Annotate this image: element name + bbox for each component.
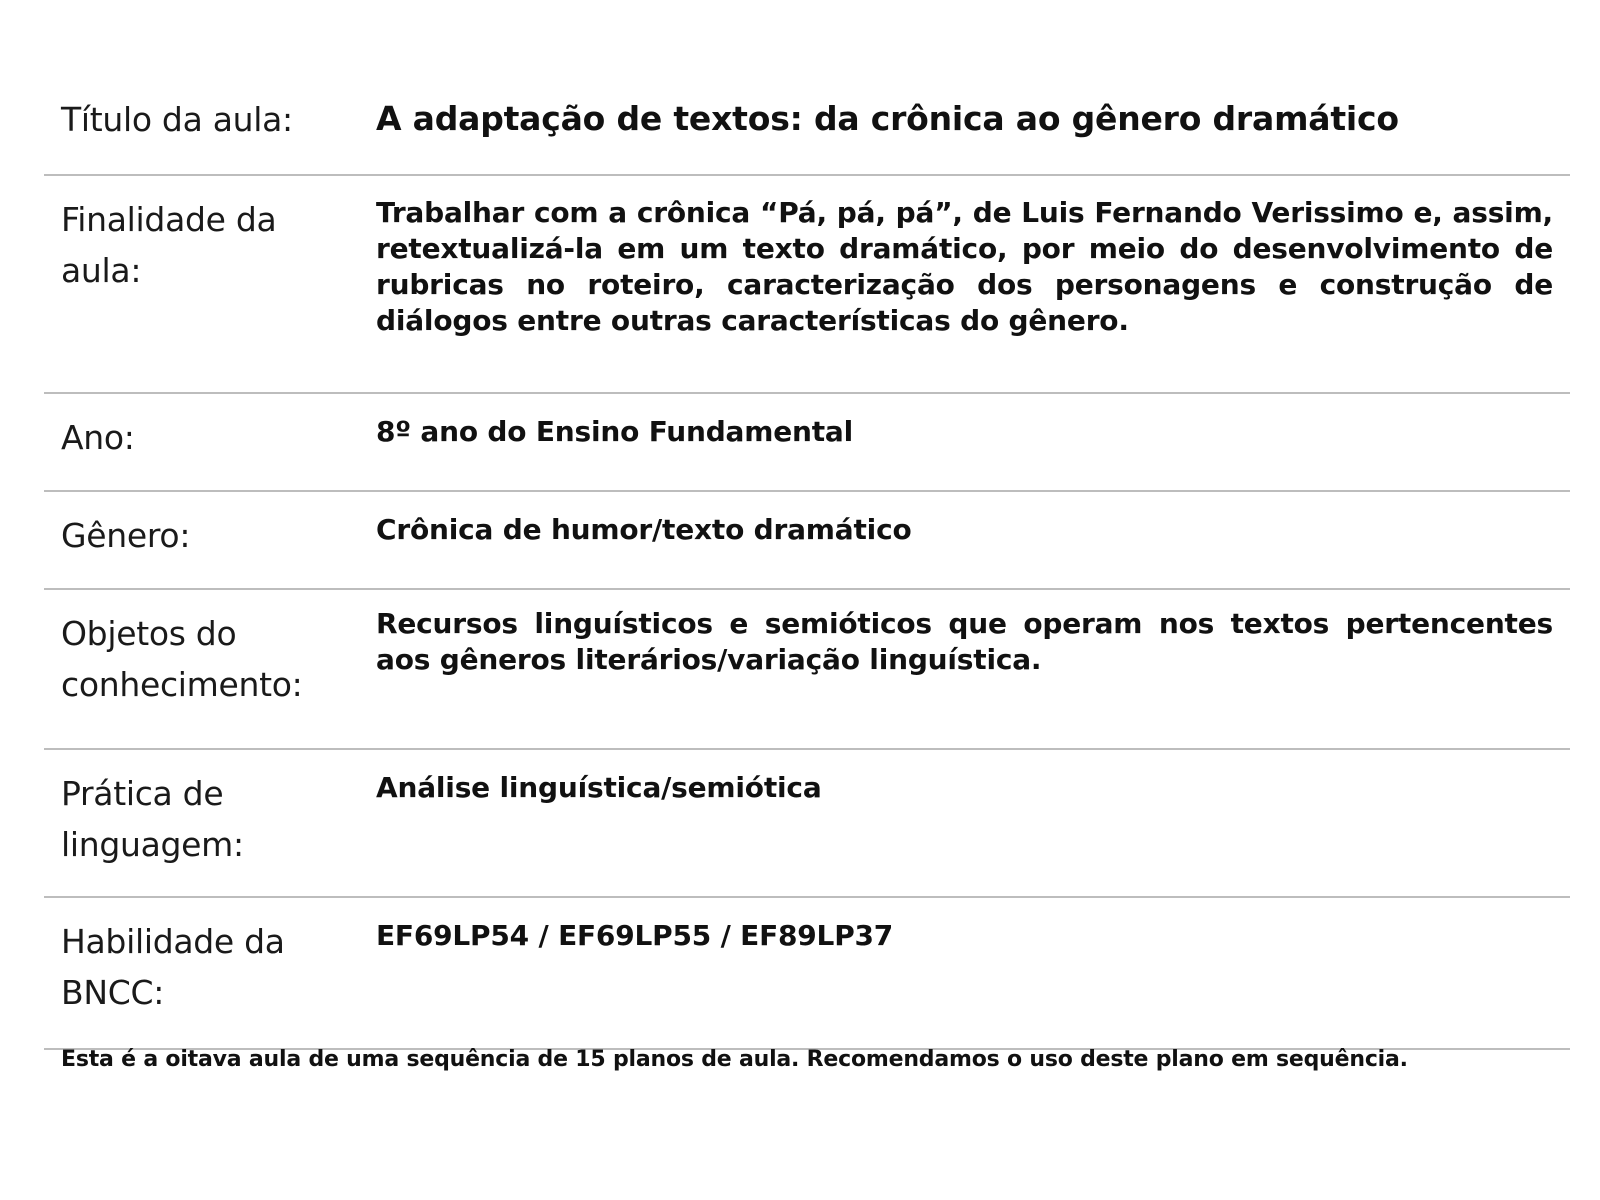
- sequence-footnote: Esta é a oitava aula de uma sequência de 15 planos de aula. Recomendamos o uso deste plano em sequência.: [61, 1047, 1408, 1072]
- label-language-practice: Prática de linguagem:: [61, 774, 244, 864]
- lesson-plan-table: [44, 70, 1570, 1050]
- row-year: [44, 394, 1570, 492]
- value-genre: Crônica de humor/texto dramático: [376, 513, 912, 546]
- value-language-practice: Análise linguística/semiótica: [376, 771, 822, 804]
- value-bncc-skill: EF69LP54 / EF69LP55 / EF89LP37: [376, 919, 894, 952]
- row-genre: [44, 492, 1570, 590]
- label-genre: Gênero:: [61, 516, 191, 555]
- value-year: 8º ano do Ensino Fundamental: [376, 415, 854, 448]
- label-knowledge-objects: Objetos do conhecimento:: [61, 614, 303, 704]
- label-lesson-purpose: Finalidade da aula:: [61, 200, 277, 290]
- row-knowledge-objects: [44, 590, 1570, 750]
- row-language-practice: [44, 750, 1570, 898]
- row-lesson-title: [44, 70, 1570, 176]
- label-lesson-title: Título da aula:: [61, 100, 293, 139]
- value-lesson-purpose: Trabalhar com a crônica “Pá, pá, pá”, de Luis Fernando Verissimo e, assim, retextualizá-la em um texto dramático, por meio do desenvolvimento de rubricas no roteiro, caracterização dos personagens e construção de diálogos entre outras características do gênero.: [376, 196, 1553, 337]
- value-knowledge-objects: Recursos linguísticos e semióticos que operam nos textos pertencentes aos gêneros literários/variação linguística.: [376, 607, 1553, 676]
- row-lesson-purpose: [44, 176, 1570, 394]
- value-lesson-title: A adaptação de textos: da crônica ao gênero dramático: [376, 99, 1399, 138]
- label-year: Ano:: [61, 418, 135, 457]
- row-bncc-skill: [44, 898, 1570, 1050]
- label-bncc-skill: Habilidade da BNCC:: [61, 922, 285, 1012]
